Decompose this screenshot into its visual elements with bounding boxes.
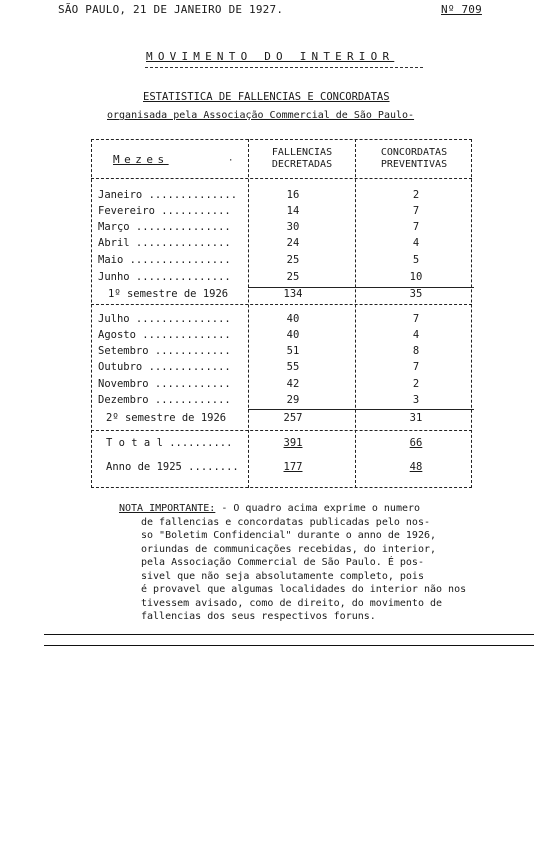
fallencias-value: 55 — [286, 361, 300, 373]
table-row — [98, 237, 468, 252]
month-label: Dezembro ............ — [98, 394, 231, 406]
fallencias-value: 134 — [283, 288, 303, 300]
fallencias-value: 40 — [286, 313, 300, 325]
semester-total-row — [98, 288, 468, 303]
table-row — [98, 189, 468, 204]
month-label: Abril ............... — [98, 237, 231, 249]
year-label: Anno de 1925 ........ — [106, 461, 239, 473]
important-note: NOTA IMPORTANTE: - O quadro acima exprime o numero de fallencias e concordatas publicadas pelo nos- so "Boletim Confidencial" durante o anno de 1926, oriundas de communicações recebidas, do interior, pela Associação Commercial de São Paulo. É pos- sivel que não seja absolutamente completo, pois é provavel que algumas localidades do interior não nos tivessem avisado, como de direito, do movimento de fallencias dos seus respectivos foruns. — [119, 503, 467, 622]
fallencias-value: 14 — [286, 205, 300, 217]
fallencias-total: 391 — [283, 437, 303, 449]
document-number: Nº 709 — [441, 3, 482, 16]
month-label: Março ............... — [98, 221, 231, 233]
table-row — [98, 221, 468, 236]
fallencias-value: 29 — [286, 394, 300, 406]
semester-label: 2º semestre de 1926 — [106, 412, 227, 424]
concordatas-value: 7 — [412, 361, 420, 373]
fallencias-value: 24 — [286, 237, 300, 249]
page-title: MOVIMENTO DO INTERIOR — [146, 50, 395, 63]
month-label: Setembro ............ — [98, 345, 231, 357]
fallencias-value: 51 — [286, 345, 300, 357]
title-rule — [145, 67, 423, 68]
fallencias-value: 40 — [286, 329, 300, 341]
table-row — [98, 329, 468, 344]
document-date: SÃO PAULO, 21 DE JANEIRO DE 1927. — [58, 3, 284, 16]
note-label: NOTA IMPORTANTE: — [119, 503, 216, 514]
month-label: Julho ............... — [98, 313, 231, 325]
month-label: Fevereiro ........... — [98, 205, 231, 217]
fallencias-1925: 177 — [283, 461, 303, 473]
concordatas-value: 3 — [412, 394, 420, 406]
concordatas-value: 4 — [412, 329, 420, 341]
semester1-separator — [91, 304, 472, 305]
table-row — [98, 361, 468, 376]
grand-total-row — [98, 437, 468, 452]
semester-total-row — [98, 412, 468, 427]
concordatas-value: 10 — [409, 271, 423, 283]
month-label: Maio ................ — [98, 254, 231, 266]
total-label: T o t a l .......... — [106, 437, 233, 449]
concordatas-1925: 48 — [409, 461, 423, 473]
footer-rule-top — [44, 634, 534, 635]
fallencias-value: 25 — [286, 271, 300, 283]
month-label: Junho ............... — [98, 271, 231, 283]
month-label: Novembro ............ — [98, 378, 231, 390]
table-subtitle: ESTATISTICA DE FALLENCIAS E CONCORDATAS — [143, 91, 390, 103]
table-row — [98, 254, 468, 269]
fallencias-value: 16 — [286, 189, 300, 201]
header-dot: · — [228, 156, 234, 166]
concordatas-value: 35 — [409, 288, 423, 300]
table-row — [98, 378, 468, 393]
concordatas-value: 2 — [412, 378, 420, 390]
col-header-months: Mezes — [113, 153, 169, 166]
concordatas-value: 5 — [412, 254, 420, 266]
semester2-separator — [91, 430, 472, 431]
semester-label: 1º semestre de 1926 — [108, 288, 229, 300]
header-separator — [91, 178, 472, 179]
previous-year-row — [98, 461, 468, 476]
table-row — [98, 394, 468, 409]
concordatas-value: 7 — [412, 221, 420, 233]
fallencias-value: 30 — [286, 221, 300, 233]
table-row — [98, 345, 468, 360]
concordatas-value: 31 — [409, 412, 423, 424]
concordatas-value: 7 — [412, 205, 420, 217]
col-header-concordatas: CONCORDATAS PREVENTIVAS — [380, 147, 448, 170]
fallencias-value: 42 — [286, 378, 300, 390]
concordatas-value: 2 — [412, 189, 420, 201]
concordatas-value: 4 — [412, 237, 420, 249]
month-label: Janeiro .............. — [98, 189, 238, 201]
concordatas-total: 66 — [409, 437, 423, 449]
fallencias-value: 257 — [283, 412, 303, 424]
table-row — [98, 205, 468, 220]
month-label: Agosto .............. — [98, 329, 231, 341]
col-header-fallencias: FALLENCIAS DECRETADAS — [271, 147, 333, 170]
month-label: Outubro ............. — [98, 361, 231, 373]
fallencias-value: 25 — [286, 254, 300, 266]
table-row — [98, 313, 468, 328]
concordatas-value: 7 — [412, 313, 420, 325]
organizer-line: organisada pela Associação Commercial de São Paulo- — [107, 110, 415, 121]
concordatas-value: 8 — [412, 345, 420, 357]
semester2-sum-rule — [248, 409, 474, 410]
table-row — [98, 271, 468, 286]
footer-rule-bottom — [44, 645, 534, 646]
